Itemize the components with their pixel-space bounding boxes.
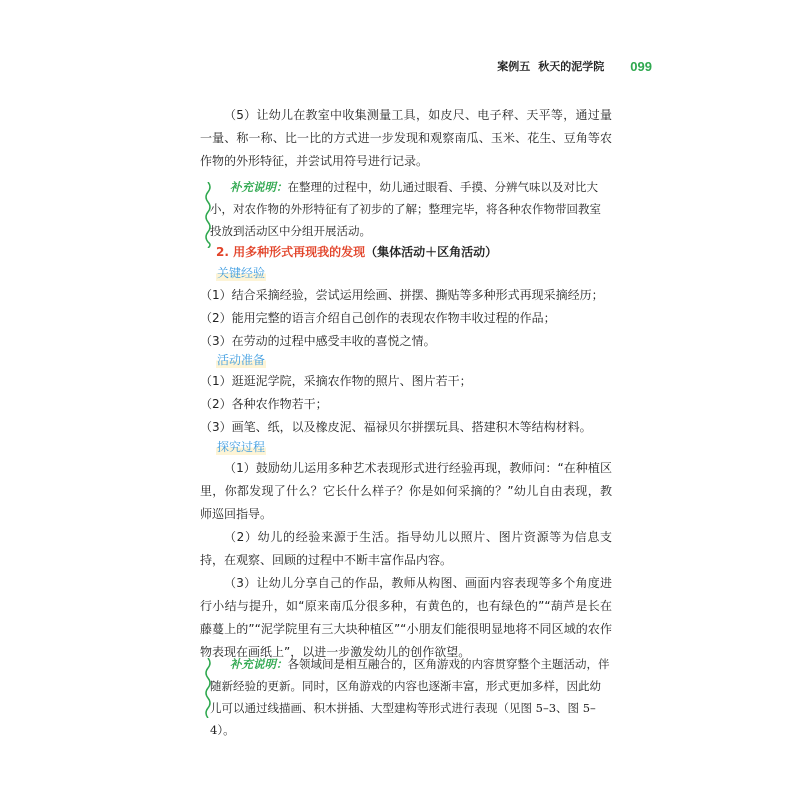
header-case: 案例五: [497, 60, 531, 73]
list-item: （1）鼓励幼儿运用多种艺术表现形式进行经验再现，教师问：“在种植区里，你都发现了什么？它长什么样子？你是如何采摘的？”幼儿自由表现，教师巡回指导。: [200, 461, 612, 521]
list-item: （1）结合采摘经验，尝试运用绘画、拼摆、撕贴等多种形式再现采摘经历；: [200, 288, 604, 302]
section-title: [216, 243, 497, 260]
note-text: 在整理的过程中，幼儿通过眼看、手摸、分辨气味以及对比大小，对农作物的外形特征有了初步的了解；整理完毕，将各种农作物带回教室投放到活动区中分组开展活动。: [210, 180, 601, 238]
section-title-main: 2. 用多种形式再现我的发现: [216, 245, 366, 259]
list-item: （3）让幼儿分享自己的作品，教师从构图、画面内容表现等多个角度进行小结与提升，如“原来南瓜分很多种，有黄色的，也有绿色的”“葫芦是长在藤蔓上的”“泥学院里有三大块种植区”“小朋友们能很明显地将不同区域的农作物表现在画纸上”，以进一步激发幼儿的创作欲望。: [200, 576, 612, 659]
supplement-note-2: [210, 653, 612, 741]
note-label: 补充说明：: [230, 180, 288, 194]
process-heading: 探究过程: [217, 440, 266, 454]
list-item: （2）幼儿的经验来源于生活。指导幼儿以照片、图片资源等为信息支持，在观察、回顾的过程中不断丰富作品内容。: [200, 530, 612, 567]
key-experience-list: [200, 284, 612, 353]
preparation-heading: 活动准备: [217, 353, 266, 367]
list-item: （2）能用完整的语言介绍自己创作的表现农作物丰收过程的作品；: [200, 311, 556, 325]
note-label: 补充说明：: [230, 657, 288, 671]
section-title-sub: （集体活动＋区角活动）: [365, 245, 498, 259]
key-experience-heading: 关键经验: [217, 266, 266, 280]
process-list: [200, 457, 612, 664]
header-title: 秋天的泥学院: [538, 60, 605, 73]
list-item: （3）在劳动的过程中感受丰收的喜悦之情。: [200, 334, 436, 348]
list-item: （1）逛逛泥学院，采摘农作物的照片、图片若干；: [200, 374, 472, 388]
paragraph-5: （5）让幼儿在教室中收集测量工具，如皮尺、电子秤、天平等，通过量一量、称一称、比一比的方式进一步发现和观察南瓜、玉米、花生、豆角等农作物的外形特征，并尝试用符号进行记录。: [200, 108, 612, 168]
list-item: （2）各种农作物若干；: [200, 397, 328, 411]
running-header: [497, 58, 652, 74]
list-item: （3）画笔、纸，以及橡皮泥、福禄贝尔拼摆玩具、搭建积木等结构材料。: [200, 420, 592, 434]
page-number: 099: [630, 58, 652, 74]
supplement-note-1: [210, 176, 612, 242]
note-text: 各领域间是相互融合的，区角游戏的内容贯穿整个主题活动，伴随新经验的更新。同时，区角游戏的内容也逐渐丰富，形式更加多样，因此幼儿可以通过线描画、积木拼插、大型建构等形式进行表现（见图 5–3、图 5–4）。: [210, 657, 610, 737]
preparation-list: [200, 370, 612, 439]
